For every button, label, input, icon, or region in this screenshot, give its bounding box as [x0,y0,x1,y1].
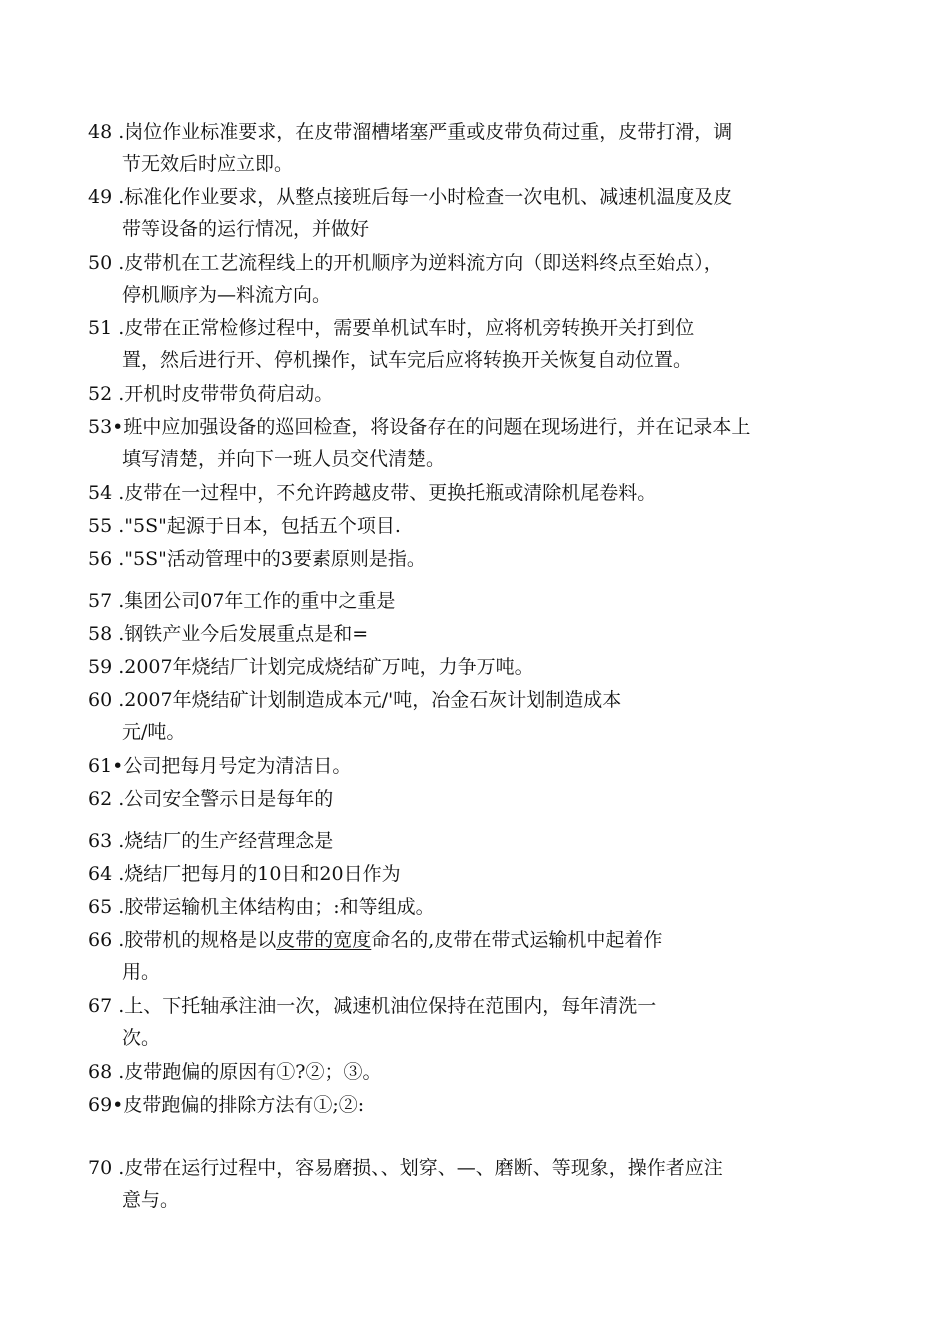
question-text: 57 .集团公司07年工作的重中之重是 [88,590,396,612]
question-text: 68 .皮带跑偏的原因有①?②；③。 [88,1061,382,1083]
question-64 [88,858,868,890]
question-text-continued: 置，然后进行开、停机操作，试车完后应将转换开关恢复自动位置。 [122,349,693,371]
question-50 [88,247,868,311]
question-58 [88,618,868,650]
question-54 [88,477,868,509]
question-text: 49 .标准化作业要求，从整点接班后每一小时检查一次电机、减速机温度及皮 [88,186,733,208]
question-49 [88,181,868,245]
question-57 [88,585,868,617]
question-48 [88,116,868,180]
question-text-continued: 节无效后时应立即。 [122,153,294,175]
question-text: 69•皮带跑偏的排除方法有①;②: [88,1094,365,1116]
question-65 [88,891,868,923]
question-text: 58 .钢铁产业今后发展重点是和= [88,623,369,645]
question-56 [88,543,868,575]
question-69 [88,1089,868,1121]
question-text-continued: 元/吨。 [122,721,186,743]
question-text: 54 .皮带在一过程中，不允许跨越皮带、更换托瓶或清除机尾卷料。 [88,482,657,504]
question-text: 50 .皮带机在工艺流程线上的开机顺序为逆料流方向（即送料终点至始点）， [88,252,723,274]
question-text-continued: 停机顺序为—料流方向。 [122,284,332,306]
question-text: 48 .岗位作业标准要求，在皮带溜槽堵塞严重或皮带负荷过重，皮带打滑，调 [88,121,733,143]
question-text-start: 66 .胶带机的规格是以 [88,929,277,951]
question-67 [88,990,868,1054]
question-text: 60 .2007年烧结矿计划制造成本元/'吨，冶金石灰计划制造成本 [88,689,622,711]
question-text-continued: 用。 [122,961,161,983]
question-text: 55 ."5S"起源于日本，包括五个项目. [88,515,401,537]
question-text: 56 ."5S"活动管理中的3要素原则是指。 [88,548,426,570]
question-55 [88,510,868,542]
question-text: 53•班中应加强设备的巡回检查，将设备存在的问题在现场进行，并在记录本上 [88,416,751,438]
question-text-continued: 带等设备的运行情况，并做好 [122,218,370,240]
question-52 [88,378,868,410]
question-text: 61•公司把每月号定为清洁日。 [88,755,352,777]
question-text: 65 .胶带运输机主体结构由；:和等组成。 [88,896,435,918]
question-text: 51 .皮带在正常检修过程中，需要单机试车时，应将机旁转换开关打到位 [88,317,695,339]
question-51 [88,312,868,376]
question-text: 63 .烧结厂的生产经营理念是 [88,830,334,852]
question-66 [88,924,868,988]
question-text: 52 .开机时皮带带负荷启动。 [88,383,334,405]
question-text-continued: 填写清楚，并向下一班人员交代清楚。 [122,448,446,470]
question-63 [88,825,868,857]
question-53 [88,411,868,475]
question-text: 70 .皮带在运行过程中，容易磨损、、划穿、—、磨断、等现象，操作者应注 [88,1157,723,1179]
question-text: 62 .公司安全警示日是每年的 [88,788,334,810]
question-59 [88,651,868,683]
question-62 [88,783,868,815]
question-70 [88,1152,868,1216]
question-text: 64 .烧结厂把每月的10日和20日作为 [88,863,401,885]
question-68 [88,1056,868,1088]
underlined-answer: 皮带的宽度 [276,929,372,951]
question-text: 67 .上、下托轴承注油一次，减速机油位保持在范围内，每年清洗一 [88,995,657,1017]
question-text-continued: 次。 [122,1027,161,1049]
question-text-end: 命名的,皮带在带式运输机中起着作 [371,929,663,951]
question-61 [88,750,868,782]
question-text-continued: 意与。 [122,1189,180,1211]
question-60 [88,684,868,748]
question-text: 59 .2007年烧结厂计划完成烧结矿万吨，力争万吨。 [88,656,534,678]
